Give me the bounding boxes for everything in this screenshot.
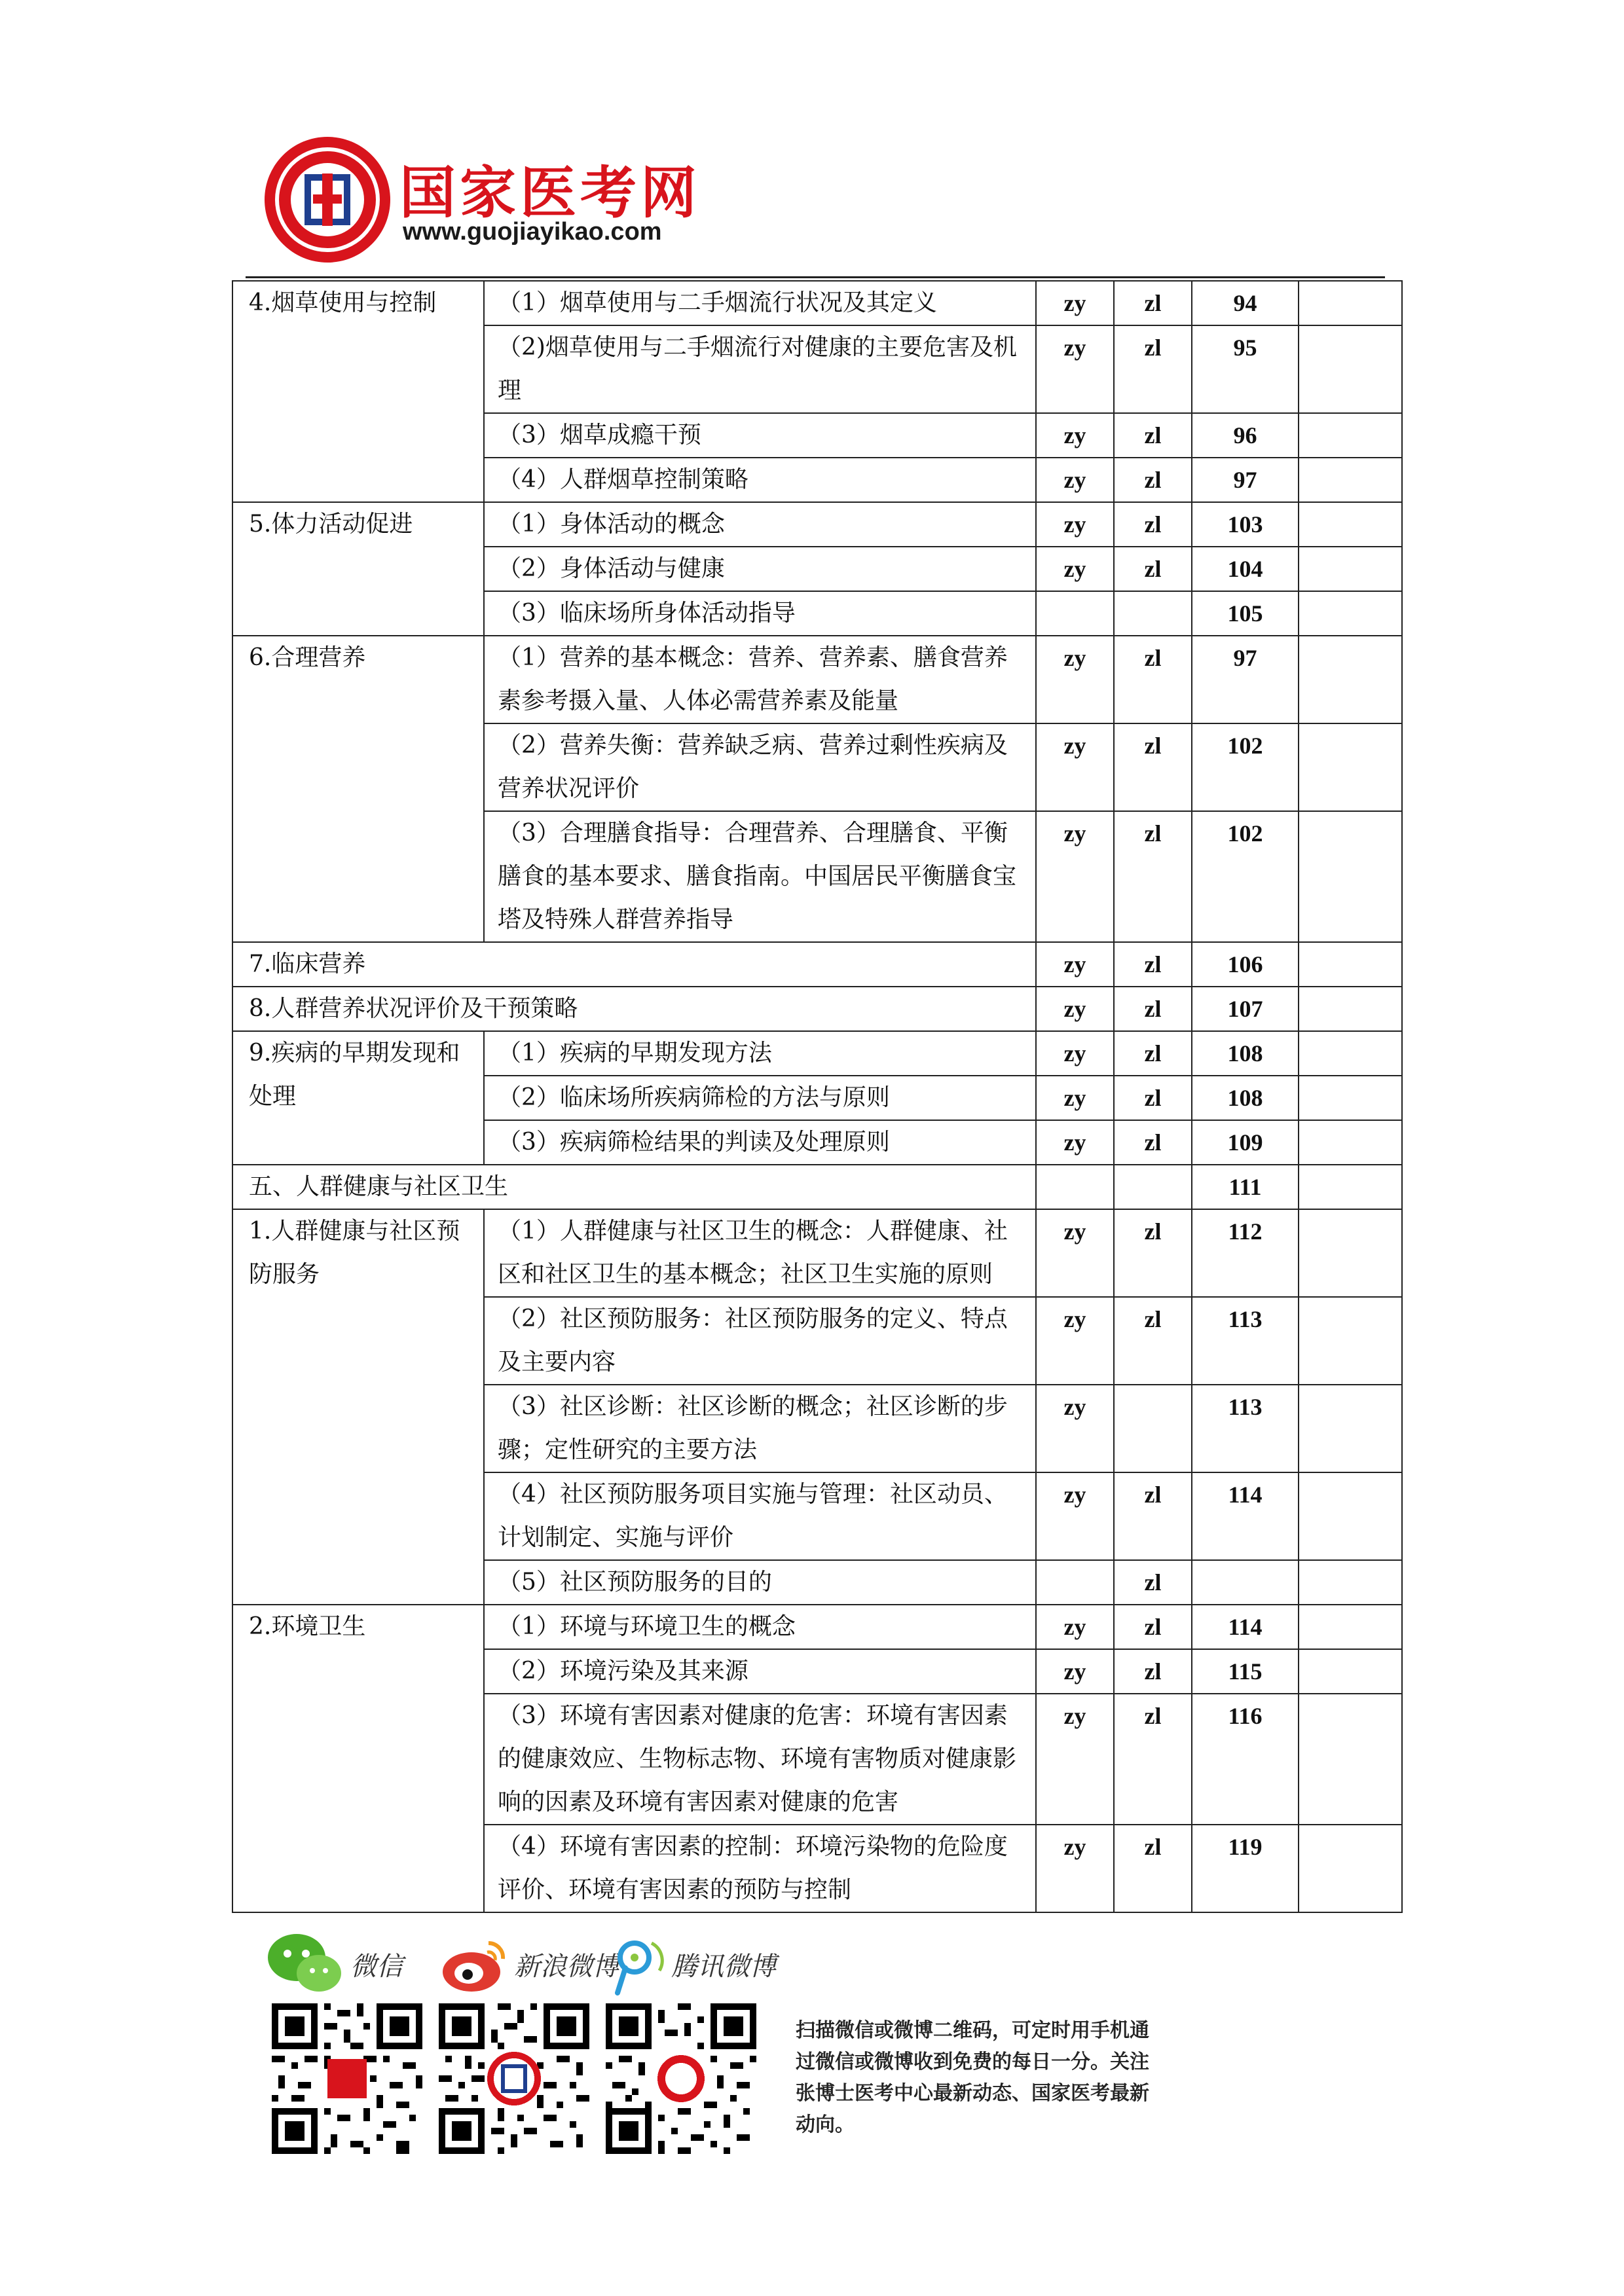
wechat-icon xyxy=(265,1931,344,1997)
zl-cell xyxy=(1114,1385,1192,1472)
blank-cell xyxy=(1299,1605,1402,1649)
zy-cell: zy xyxy=(1036,325,1114,413)
table-row xyxy=(232,502,1402,547)
zy-cell: zy xyxy=(1036,723,1114,811)
subtopic-cell: （2）营养失衡：营养缺乏病、营养过剩性疾病及营养状况评价 xyxy=(484,723,1036,811)
topic-cell: 2.环境卫生 xyxy=(232,1605,484,1912)
zy-cell xyxy=(1036,591,1114,636)
page-cell: 112 xyxy=(1192,1209,1299,1297)
zl-cell: zl xyxy=(1114,1472,1192,1560)
blank-cell xyxy=(1299,502,1402,547)
blank-cell xyxy=(1299,1472,1402,1560)
table-row-section xyxy=(232,1165,1402,1209)
tencent-qr-code[interactable] xyxy=(606,2003,756,2154)
zy-cell: zy xyxy=(1036,1385,1114,1472)
zl-cell: zl xyxy=(1114,1297,1192,1385)
subtopic-cell: （1）人群健康与社区卫生的概念：人群健康、社区和社区卫生的基本概念；社区卫生实施的原则 xyxy=(484,1209,1036,1297)
page-cell: 105 xyxy=(1192,591,1299,636)
zl-cell: zl xyxy=(1114,636,1192,723)
zl-cell: zl xyxy=(1114,325,1192,413)
brand-seal-logo xyxy=(262,134,393,265)
blank-cell xyxy=(1299,591,1402,636)
zl-cell xyxy=(1114,1165,1192,1209)
zy-cell: zy xyxy=(1036,1649,1114,1694)
zl-cell: zl xyxy=(1114,1694,1192,1825)
zl-cell: zl xyxy=(1114,1031,1192,1076)
subtopic-cell: （3）临床场所身体活动指导 xyxy=(484,591,1036,636)
page-cell: 97 xyxy=(1192,458,1299,502)
zy-cell: zy xyxy=(1036,547,1114,591)
zy-cell: zy xyxy=(1036,458,1114,502)
zy-cell: zy xyxy=(1036,1031,1114,1076)
blank-cell xyxy=(1299,1694,1402,1825)
blank-cell xyxy=(1299,1076,1402,1120)
syllabus-table xyxy=(232,280,1403,1913)
page-cell: 109 xyxy=(1192,1120,1299,1165)
zy-cell: zy xyxy=(1036,281,1114,325)
brand-title: 国家医考网 xyxy=(399,160,701,226)
zy-cell: zy xyxy=(1036,1076,1114,1120)
zy-cell: zy xyxy=(1036,413,1114,458)
zl-cell: zl xyxy=(1114,942,1192,987)
zy-cell xyxy=(1036,1165,1114,1209)
zl-cell: zl xyxy=(1114,723,1192,811)
blank-cell xyxy=(1299,1825,1402,1912)
zl-cell: zl xyxy=(1114,1605,1192,1649)
subtopic-cell: （4）社区预防服务项目实施与管理：社区动员、计划制定、实施与评价 xyxy=(484,1472,1036,1560)
blank-cell xyxy=(1299,1120,1402,1165)
page-cell: 119 xyxy=(1192,1825,1299,1912)
topic-cell: 9.疾病的早期发现和处理 xyxy=(232,1031,484,1165)
blank-cell xyxy=(1299,1297,1402,1385)
blank-cell xyxy=(1299,723,1402,811)
subtopic-cell: （1）环境与环境卫生的概念 xyxy=(484,1605,1036,1649)
tencent-label: 腾讯微博 xyxy=(671,1952,776,1982)
page-cell: 102 xyxy=(1192,723,1299,811)
zy-cell: zy xyxy=(1036,1297,1114,1385)
blank-cell xyxy=(1299,413,1402,458)
wechat-block[interactable] xyxy=(265,1931,429,1997)
zl-cell: zl xyxy=(1114,987,1192,1031)
subtopic-cell: （4）人群烟草控制策略 xyxy=(484,458,1036,502)
topic-cell: 5.体力活动促进 xyxy=(232,502,484,636)
topic-cell: 6.合理营养 xyxy=(232,636,484,942)
blank-cell xyxy=(1299,1560,1402,1605)
blank-cell xyxy=(1299,1165,1402,1209)
page-cell: 113 xyxy=(1192,1385,1299,1472)
subtopic-cell: （2）环境污染及其来源 xyxy=(484,1649,1036,1694)
zy-cell: zy xyxy=(1036,1605,1114,1649)
subtopic-cell: （2）身体活动与健康 xyxy=(484,547,1036,591)
blank-cell xyxy=(1299,987,1402,1031)
table-row xyxy=(232,942,1402,987)
blank-cell xyxy=(1299,1385,1402,1472)
zl-cell: zl xyxy=(1114,1649,1192,1694)
subtopic-cell: （2）临床场所疾病筛检的方法与原则 xyxy=(484,1076,1036,1120)
table-row xyxy=(232,1031,1402,1076)
weibo-qr-code[interactable] xyxy=(439,2003,589,2154)
subtopic-cell: （3）环境有害因素对健康的危害：环境有害因素的健康效应、生物标志物、环境有害物质对健康影响的因素及环境有害因素对健康的危害 xyxy=(484,1694,1036,1825)
subtopic-cell: （2)烟草使用与二手烟流行对健康的主要危害及机理 xyxy=(484,325,1036,413)
page-cell: 95 xyxy=(1192,325,1299,413)
zy-cell: zy xyxy=(1036,1825,1114,1912)
zl-cell: zl xyxy=(1114,1825,1192,1912)
page-cell: 102 xyxy=(1192,811,1299,942)
blank-cell xyxy=(1299,325,1402,413)
section-heading-cell: 五、人群健康与社区卫生 xyxy=(232,1165,1036,1209)
zy-cell: zy xyxy=(1036,502,1114,547)
zy-cell: zy xyxy=(1036,1209,1114,1297)
wechat-qr-code[interactable] xyxy=(272,2003,422,2154)
zy-cell: zy xyxy=(1036,1694,1114,1825)
page-cell: 97 xyxy=(1192,636,1299,723)
topic-cell: 4.烟草使用与控制 xyxy=(232,281,484,502)
zl-cell: zl xyxy=(1114,1560,1192,1605)
zl-cell: zl xyxy=(1114,502,1192,547)
zl-cell: zl xyxy=(1114,1209,1192,1297)
subtopic-cell: （3）烟草成瘾干预 xyxy=(484,413,1036,458)
site-header xyxy=(262,134,733,265)
subtopic-cell: （1）营养的基本概念：营养、营养素、膳食营养素参考摄入量、人体必需营养素及能量 xyxy=(484,636,1036,723)
zl-cell xyxy=(1114,591,1192,636)
zy-cell: zy xyxy=(1036,942,1114,987)
page-cell: 116 xyxy=(1192,1694,1299,1825)
blank-cell xyxy=(1299,1209,1402,1297)
brand-url[interactable]: www.guojiayikao.com xyxy=(403,218,662,246)
subtopic-cell: （4）环境有害因素的控制：环境污染物的危险度评价、环境有害因素的预防与控制 xyxy=(484,1825,1036,1912)
zy-cell: zy xyxy=(1036,636,1114,723)
table-row xyxy=(232,281,1402,325)
subtopic-cell: （1）烟草使用与二手烟流行状况及其定义 xyxy=(484,281,1036,325)
wechat-label: 微信 xyxy=(350,1952,403,1982)
page-cell: 104 xyxy=(1192,547,1299,591)
page-cell: 108 xyxy=(1192,1031,1299,1076)
page-cell: 114 xyxy=(1192,1605,1299,1649)
header-divider xyxy=(246,276,1385,278)
blank-cell xyxy=(1299,458,1402,502)
blank-cell xyxy=(1299,942,1402,987)
table-row xyxy=(232,1605,1402,1649)
zl-cell: zl xyxy=(1114,1120,1192,1165)
page-cell: 115 xyxy=(1192,1649,1299,1694)
page-cell: 94 xyxy=(1192,281,1299,325)
social-footer xyxy=(265,1931,1182,2167)
weibo-block[interactable] xyxy=(439,1931,622,1997)
page-cell xyxy=(1192,1560,1299,1605)
table-row xyxy=(232,987,1402,1031)
weibo-icon xyxy=(439,1931,511,1997)
page-cell: 106 xyxy=(1192,942,1299,987)
page-cell: 108 xyxy=(1192,1076,1299,1120)
tencent-block[interactable] xyxy=(606,1931,796,1997)
promo-text: 扫描微信或微博二维码，可定时用手机通过微信或微博收到免费的每日一分。关注张博士医考中心最新动态、国家医考最新动向。 xyxy=(796,2019,1149,2136)
page-cell: 103 xyxy=(1192,502,1299,547)
table-row xyxy=(232,1209,1402,1297)
subtopic-cell: （5）社区预防服务的目的 xyxy=(484,1560,1036,1605)
syllabus-table-wrap xyxy=(232,280,1401,1913)
zl-cell: zl xyxy=(1114,281,1192,325)
zy-cell: zy xyxy=(1036,987,1114,1031)
blank-cell xyxy=(1299,636,1402,723)
topic-cell: 1.人群健康与社区预防服务 xyxy=(232,1209,484,1605)
subtopic-cell: （1）疾病的早期发现方法 xyxy=(484,1031,1036,1076)
zl-cell: zl xyxy=(1114,547,1192,591)
blank-cell xyxy=(1299,547,1402,591)
page-cell: 96 xyxy=(1192,413,1299,458)
table-row xyxy=(232,636,1402,723)
zl-cell: zl xyxy=(1114,413,1192,458)
page-cell: 107 xyxy=(1192,987,1299,1031)
zy-cell: zy xyxy=(1036,811,1114,942)
blank-cell xyxy=(1299,1031,1402,1076)
page-cell: 111 xyxy=(1192,1165,1299,1209)
page-cell: 113 xyxy=(1192,1297,1299,1385)
blank-cell xyxy=(1299,281,1402,325)
weibo-label: 新浪微博 xyxy=(514,1952,619,1982)
subtopic-cell: （1）身体活动的概念 xyxy=(484,502,1036,547)
zl-cell: zl xyxy=(1114,458,1192,502)
zy-cell: zy xyxy=(1036,1472,1114,1560)
subtopic-cell: （3）社区诊断：社区诊断的概念；社区诊断的步骤；定性研究的主要方法 xyxy=(484,1385,1036,1472)
zy-cell xyxy=(1036,1560,1114,1605)
blank-cell xyxy=(1299,1649,1402,1694)
zl-cell: zl xyxy=(1114,811,1192,942)
page-cell: 114 xyxy=(1192,1472,1299,1560)
tencent-weibo-icon xyxy=(606,1931,671,1997)
blank-cell xyxy=(1299,811,1402,942)
zl-cell: zl xyxy=(1114,1076,1192,1120)
subtopic-cell: （3）疾病筛检结果的判读及处理原则 xyxy=(484,1120,1036,1165)
topic-cell: 8.人群营养状况评价及干预策略 xyxy=(232,987,1036,1031)
topic-cell: 7.临床营养 xyxy=(232,942,1036,987)
zy-cell: zy xyxy=(1036,1120,1114,1165)
subtopic-cell: （3）合理膳食指导：合理营养、合理膳食、平衡膳食的基本要求、膳食指南。中国居民平衡膳食宝塔及特殊人群营养指导 xyxy=(484,811,1036,942)
subtopic-cell: （2）社区预防服务：社区预防服务的定义、特点及主要内容 xyxy=(484,1297,1036,1385)
